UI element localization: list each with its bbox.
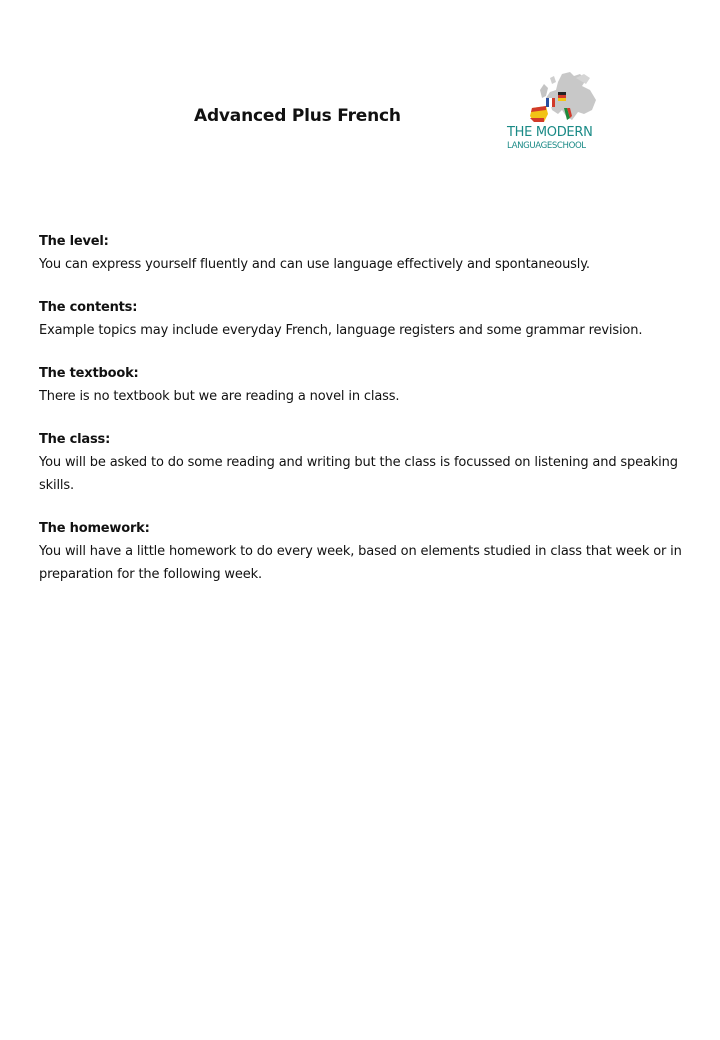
section-heading: The textbook:: [39, 366, 139, 381]
section-heading: The class:: [39, 432, 111, 447]
section-text: Example topics may include everyday French, language registers and some grammar revision.: [39, 323, 643, 338]
section-text: You can express yourself fluently and can use language effectively and spontaneously.: [39, 257, 590, 272]
section-heading: The contents:: [39, 300, 138, 315]
logo-text-line2: LANGUAGESCHOOL: [507, 141, 586, 151]
section-textbook: [39, 363, 699, 408]
section-class: [39, 429, 699, 497]
course-description: [39, 231, 699, 607]
europe-map-icon: [500, 70, 620, 126]
school-logo: [500, 70, 620, 158]
section-heading: The homework:: [39, 521, 150, 536]
section-contents: [39, 297, 699, 342]
logo-text-line1: THE MODERN: [507, 125, 593, 140]
section-text: You will be asked to do some reading and writing but the class is focussed on listening and speaking skills.: [39, 455, 678, 493]
section-text: You will have a little homework to do every week, based on elements studied in class that week or in preparation for the following week.: [39, 544, 682, 582]
section-text: There is no textbook but we are reading a novel in class.: [39, 389, 400, 404]
section-level: [39, 231, 699, 276]
section-homework: [39, 518, 699, 586]
document-title: Advanced Plus French: [194, 106, 401, 126]
section-heading: The level:: [39, 234, 109, 249]
